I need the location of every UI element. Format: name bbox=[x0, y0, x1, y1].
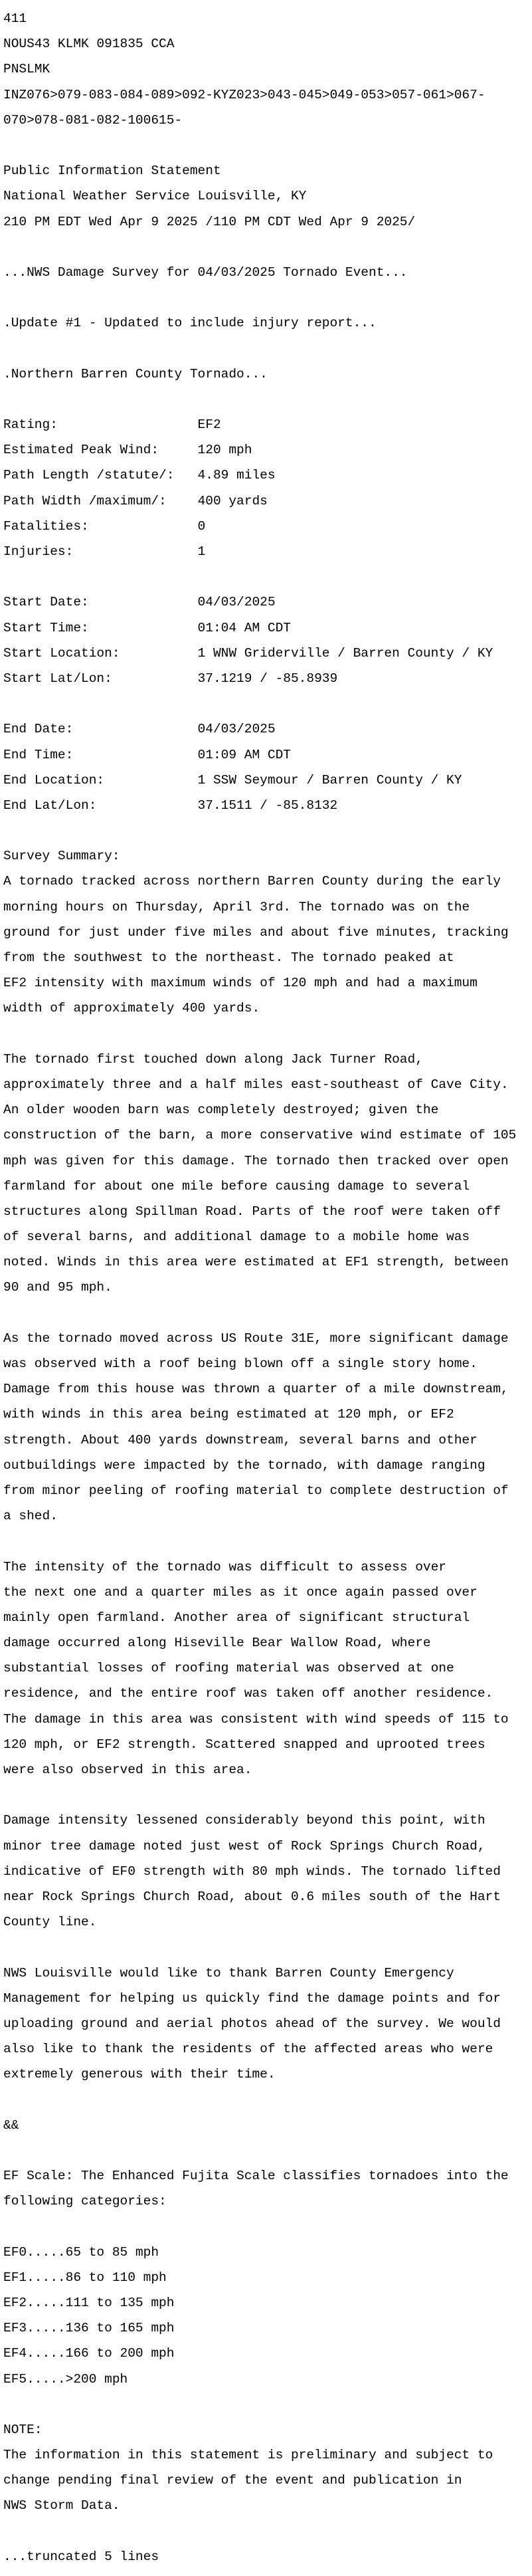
note-line: NOTE: bbox=[3, 2422, 43, 2437]
paragraph-line: farmland for about one mile before causing damage to several bbox=[3, 1178, 470, 1194]
blank-line bbox=[3, 2525, 532, 2538]
summary-line: morning hours on Thursday, April 3rd. The tornado was on the bbox=[3, 899, 470, 914]
doc-headline: ...NWS Damage Survey for 04/03/2025 Tornado Event... bbox=[3, 265, 408, 280]
summary-line: EF2 intensity with maximum winds of 120 mph and had a maximum bbox=[3, 976, 478, 991]
start-line: Start Location: 1 WNW Griderville / Barren County / KY bbox=[3, 645, 493, 661]
paragraph-line: with winds in this area being estimated at 120 mph, or EF2 bbox=[3, 1407, 454, 1422]
summary-line: Survey Summary: bbox=[3, 849, 120, 864]
end-line: End Location: 1 SSW Seymour / Barren County / KY bbox=[3, 772, 462, 788]
paragraph-line: mph was given for this damage. The tornado then tracked over open bbox=[3, 1153, 509, 1168]
truncated-notice: ...truncated 5 lines bbox=[3, 2549, 159, 2564]
section-separator: && bbox=[3, 2117, 19, 2133]
paragraph-line: damage occurred along Hiseville Bear Wallow Road, where bbox=[3, 1636, 431, 1651]
note-line: NWS Storm Data. bbox=[3, 2498, 120, 2514]
doc-line: 411 bbox=[3, 11, 27, 27]
paragraph-line: the next one and a quarter miles as it once again passed over bbox=[3, 1584, 478, 1600]
ef-scale-line: EF4.....166 to 200 mph bbox=[3, 2346, 175, 2361]
paragraph-line: Damage intensity lessened considerably beyond this point, with bbox=[3, 1813, 486, 1828]
summary-line: ground for just under five miles and about five minutes, tracking bbox=[3, 924, 509, 940]
blank-line bbox=[3, 1789, 532, 1802]
summary-line: from the southwest to the northeast. The tornado peaked at bbox=[3, 950, 454, 966]
doc-line: PNSLMK bbox=[3, 62, 50, 77]
summary-line: A tornado tracked across northern Barren County during the early bbox=[3, 874, 501, 889]
blank-line bbox=[3, 1535, 532, 1548]
doc-update: .Update #1 - Updated to include injury report... bbox=[3, 316, 377, 331]
paragraph-line: were also observed in this area. bbox=[3, 1763, 252, 1778]
end-line: End Time: 01:09 AM CDT bbox=[3, 747, 291, 762]
start-line: Start Date: 04/03/2025 bbox=[3, 595, 276, 610]
ef-scale-line: EF0.....65 to 85 mph bbox=[3, 2244, 159, 2260]
paragraph-line: substantial losses of roofing material was observed at one bbox=[3, 1661, 454, 1676]
event-title: .Northern Barren County Tornado... bbox=[3, 366, 268, 381]
end-line: End Lat/Lon: 37.1511 / -85.8132 bbox=[3, 798, 338, 813]
doc-line: 210 PM EDT Wed Apr 9 2025 /110 PM CDT Wed Apr 9 2025/ bbox=[3, 214, 416, 229]
paragraph-line: 120 mph, or EF2 strength. Scattered snapped and uprooted trees bbox=[3, 1737, 486, 1752]
blank-line bbox=[3, 1941, 532, 1954]
ef-intro-line: following categories: bbox=[3, 2194, 167, 2209]
blank-line bbox=[3, 2399, 532, 2411]
stat-line: Injuries: 1 bbox=[3, 544, 206, 560]
paragraph-line: An older wooden barn was completely destroyed; given the bbox=[3, 1103, 439, 1118]
paragraph-line: mainly open farmland. Another area of significant structural bbox=[3, 1610, 470, 1625]
blank-line bbox=[3, 1307, 532, 1320]
blank-line bbox=[3, 2145, 532, 2157]
blank-line bbox=[3, 393, 532, 406]
paragraph-line: 90 and 95 mph. bbox=[3, 1280, 112, 1295]
thanks-line: extremely generous with their time. bbox=[3, 2067, 276, 2082]
blank-line bbox=[3, 698, 532, 710]
paragraph-line: approximately three and a half miles east-southeast of Cave City. bbox=[3, 1077, 509, 1092]
thanks-line: uploading ground and aerial photos ahead of the survey. We would bbox=[3, 2016, 501, 2031]
paragraph-line: minor tree damage noted just west of Rock Springs Church Road, bbox=[3, 1838, 486, 1854]
start-line: Start Lat/Lon: 37.1219 / -85.8939 bbox=[3, 671, 338, 686]
paragraph-line: of several barns, and additional damage to a mobile home was bbox=[3, 1230, 470, 1245]
stat-line: Fatalities: 0 bbox=[3, 518, 206, 534]
paragraph-line: The tornado first touched down along Jack Turner Road, bbox=[3, 1051, 423, 1067]
paragraph-line: The damage in this area was consistent with wind speeds of 115 to bbox=[3, 1711, 509, 1727]
stat-line: Path Width /maximum/: 400 yards bbox=[3, 493, 268, 508]
paragraph-line: from minor peeling of roofing material to complete destruction of bbox=[3, 1483, 509, 1498]
paragraph-line: construction of the barn, a more conservative wind estimate of 105 bbox=[3, 1128, 517, 1143]
blank-line bbox=[3, 241, 532, 254]
ef-intro-line: EF Scale: The Enhanced Fujita Scale classifies tornadoes into the bbox=[3, 2169, 509, 2184]
thanks-line: also like to thank the residents of the affected areas who were bbox=[3, 2042, 493, 2057]
blank-line bbox=[3, 343, 532, 356]
blank-line bbox=[3, 571, 532, 584]
paragraph-line: strength. About 400 yards downstream, several barns and other bbox=[3, 1432, 478, 1448]
paragraph-line: indicative of EF0 strength with 80 mph winds. The tornado lifted bbox=[3, 1864, 501, 1879]
blank-line bbox=[3, 2093, 532, 2106]
doc-line: Public Information Statement bbox=[3, 163, 221, 179]
paragraph-line: structures along Spillman Road. Parts of the roof were taken off bbox=[3, 1204, 501, 1219]
paragraph-line: a shed. bbox=[3, 1509, 58, 1524]
doc-line: INZ076>079-083-084-089>092-KYZ023>043-045>049-053>057-061>067- bbox=[3, 87, 486, 102]
end-line: End Date: 04/03/2025 bbox=[3, 722, 276, 737]
start-line: Start Time: 01:04 AM CDT bbox=[3, 620, 291, 635]
paragraph-line: County line. bbox=[3, 1915, 97, 1930]
paragraph-line: residence, and the entire roof was taken off another residence. bbox=[3, 1686, 493, 1701]
paragraph-line: The intensity of the tornado was difficult to assess over bbox=[3, 1559, 447, 1574]
ef-scale-line: EF1.....86 to 110 mph bbox=[3, 2270, 167, 2285]
blank-line bbox=[3, 1028, 532, 1041]
blank-line bbox=[3, 2220, 532, 2233]
note-line: change pending final review of the event and publication in bbox=[3, 2473, 462, 2488]
stat-line: Path Length /statute/: 4.89 miles bbox=[3, 468, 276, 483]
doc-line: NOUS43 KLMK 091835 CCA bbox=[3, 37, 175, 52]
doc-line: National Weather Service Louisville, KY bbox=[3, 189, 307, 204]
paragraph-line: was observed with a roof being blown off a single story home. bbox=[3, 1356, 478, 1372]
thanks-line: Management for helping us quickly find the damage points and for bbox=[3, 1990, 501, 2006]
blank-line bbox=[3, 292, 532, 304]
paragraph-line: Damage from this house was thrown a quarter of a mile downstream, bbox=[3, 1382, 509, 1397]
ef-scale-line: EF3.....136 to 165 mph bbox=[3, 2321, 175, 2336]
blank-line bbox=[3, 825, 532, 837]
thanks-line: NWS Louisville would like to thank Barren County Emergency bbox=[3, 1965, 454, 1981]
paragraph-line: near Rock Springs Church Road, about 0.6 miles south of the Hart bbox=[3, 1889, 501, 1904]
paragraph-line: noted. Winds in this area were estimated at EF1 strength, between bbox=[3, 1255, 509, 1270]
stat-line: Estimated Peak Wind: 120 mph bbox=[3, 443, 252, 458]
paragraph-line: outbuildings were impacted by the tornado, with damage ranging bbox=[3, 1457, 486, 1473]
doc-line: 070>078-081-082-100615- bbox=[3, 112, 183, 128]
paragraph-line: As the tornado moved across US Route 31E, more significant damage bbox=[3, 1331, 509, 1346]
ef-scale-line: EF5.....>200 mph bbox=[3, 2371, 128, 2387]
summary-line: width of approximately 400 yards. bbox=[3, 1001, 260, 1016]
stat-line: Rating: EF2 bbox=[3, 417, 221, 433]
ef-scale-line: EF2.....111 to 135 mph bbox=[3, 2295, 175, 2310]
note-line: The information in this statement is preliminary and subject to bbox=[3, 2448, 493, 2463]
blank-line bbox=[3, 140, 532, 152]
